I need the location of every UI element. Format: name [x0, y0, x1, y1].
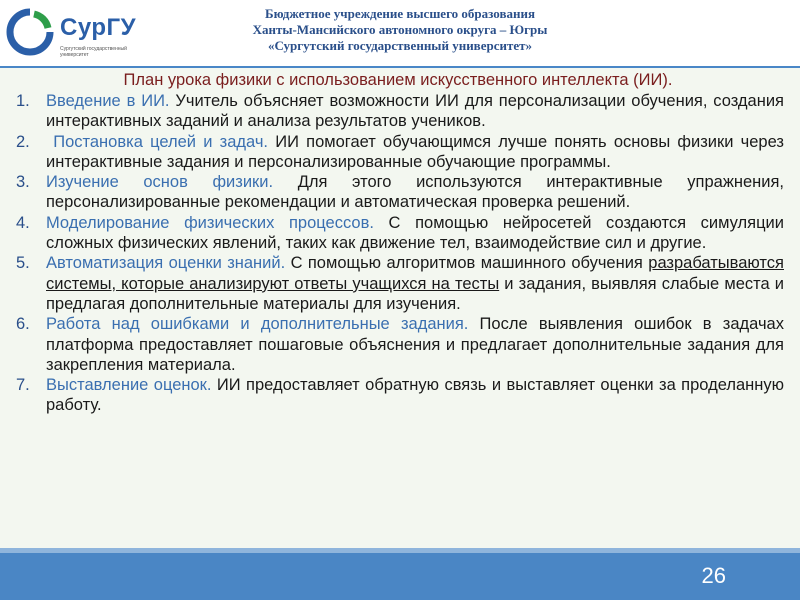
item-text: С помощью алгоритмов машинного обучения — [285, 254, 649, 273]
institution-line: Ханты-Мансийского автономного округа – Югры — [252, 22, 548, 37]
list-item — [12, 314, 784, 375]
item-text-underlined: разрабатываются системы, которые анализируют ответы учащихся на тесты — [46, 254, 784, 293]
logo-text: СурГУ — [60, 14, 137, 41]
surgu-logo-icon — [6, 8, 54, 56]
slide-header — [0, 0, 800, 66]
item-text: ИИ помогает обучающимся лучше понять основы физики через интерактивные задания и персонализированные обучающие программы. — [46, 132, 784, 171]
item-text: Для этого используются интерактивные упражнения, персонализированные рекомендации и автоматическая проверка решений. — [46, 173, 784, 212]
institution-name — [180, 6, 620, 54]
list-item — [12, 375, 784, 416]
item-number: 1. — [16, 92, 30, 110]
item-topic: Постановка целей и задач. — [46, 132, 269, 151]
item-topic: Изучение основ физики. — [46, 173, 274, 192]
item-number: 2. — [16, 132, 30, 151]
slide-footer — [0, 553, 800, 600]
list-item — [12, 132, 784, 173]
slide-content — [12, 70, 784, 416]
item-text: ИИ предоставляет обратную связь и выставляет оценки за проделанную работу. — [46, 376, 785, 415]
item-text: Учитель объясняет возможности ИИ для персонализации обучения, создания интерактивных заданий и анализа результатов учеников. — [46, 92, 784, 131]
logo-subtitle: Сургутский государственный университет — [60, 46, 127, 58]
item-topic: Выставление оценок. — [46, 376, 212, 395]
item-number: 7. — [16, 376, 30, 395]
institution-line: Бюджетное учреждение высшего образования — [265, 6, 535, 21]
item-topic: Работа над ошибками и дополнительные задания. — [46, 315, 469, 334]
institution-line: «Сургутский государственный университет» — [267, 38, 533, 53]
header-divider — [0, 66, 800, 68]
item-text: С помощью нейросетей создаются симуляции сложных физических явлений, таких как движение тел, взаимодействие сил и другие. — [46, 213, 784, 253]
item-number: 4. — [16, 213, 30, 232]
item-number: 3. — [16, 173, 30, 192]
list-item — [12, 91, 784, 132]
slide-title: План урока физики с использованием искусственного интеллекта (ИИ). — [123, 71, 673, 89]
page-number: 26 — [701, 563, 726, 588]
item-topic: Моделирование физических процессов. — [46, 213, 374, 232]
item-number: 5. — [16, 254, 30, 273]
university-logo — [6, 6, 166, 62]
list-item — [12, 172, 784, 213]
item-text: После выявления ошибок в задачах платформа предоставляет пошаговые объяснения и предлагает дополнительные задания для закрепления материала. — [46, 315, 784, 374]
lesson-plan-list — [12, 91, 784, 416]
item-topic: Введение в ИИ. — [46, 92, 170, 110]
list-item — [12, 253, 784, 314]
item-text-after: и задания, выявляя слабые места и предлагая дополнительные материалы для изучения. — [46, 274, 784, 313]
list-item — [12, 213, 784, 254]
item-topic: Автоматизация оценки знаний. — [46, 254, 286, 273]
item-number: 6. — [16, 315, 30, 334]
